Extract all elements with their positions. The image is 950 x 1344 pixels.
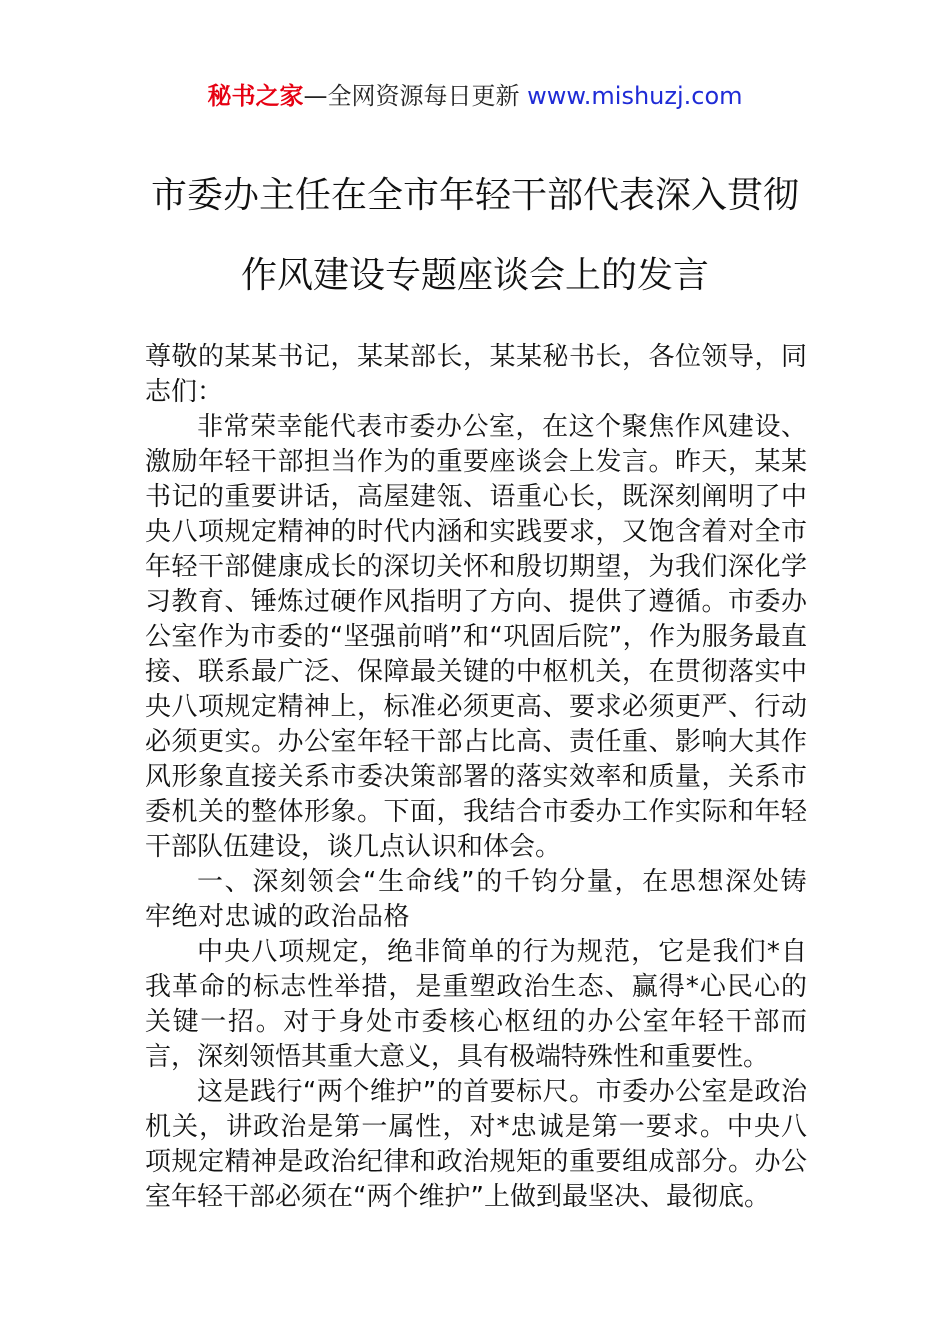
document-body xyxy=(145,340,807,1215)
section-heading-1: 一、深刻领会“生命线”的千钧分量，在思想深处铸牢绝对忠诚的政治品格 xyxy=(145,867,807,932)
paragraph-3: 这是践行“两个维护”的首要标尺。市委办公室是政治机关，讲政治是第一属性，对*忠诚是第一要求。中央八项规定精神是政治纪律和政治规矩的重要组成部分。办公室年轻干部必须在“两个维护”上做到最坚决、最彻底。 xyxy=(145,1077,807,1212)
site-url-link[interactable]: www.mishuzj.com xyxy=(527,82,743,110)
title-line-1: 市委办主任在全市年轻干部代表深入贯彻 xyxy=(150,175,799,216)
site-header xyxy=(0,78,950,114)
document-title xyxy=(120,172,830,332)
paragraph-2: 中央八项规定，绝非简单的行为规范，它是我们*自我革命的标志性举措，是重塑政治生态、赢得*心民心的关键一招。对于身处市委核心枢纽的办公室年轻干部而言，深刻领悟其重大意义，具有极端特殊性和重要性。 xyxy=(145,937,807,1072)
site-tagline: —全网资源每日更新 xyxy=(303,82,520,110)
paragraph-intro: 非常荣幸能代表市委办公室，在这个聚焦作风建设、激励年轻干部担当作为的重要座谈会上发言。昨天，某某书记的重要讲话，高屋建瓴、语重心长，既深刻阐明了中央八项规定精神的时代内涵和实践要求，又饱含着对全市年轻干部健康成长的深切关怀和殷切期望，为我们深化学习教育、锤炼过硬作风指明了方向、提供了遵循。市委办公室作为市委的“坚强前哨”和“巩固后院”，作为服务最直接、联系最广泛、保障最关键的中枢机关，在贯彻落实中央八项规定精神上，标准必须更高、要求必须更严、行动必须更实。办公室年轻干部占比高、责任重、影响大其作风形象直接关系市委决策部署的落实效率和质量，关系市委机关的整体形象。下面，我结合市委办工作实际和年轻干部队伍建设，谈几点认识和体会。 xyxy=(145,412,807,862)
site-brand: 秘书之家 xyxy=(207,82,304,110)
title-line-2: 作风建设专题座谈会上的发言 xyxy=(240,255,709,296)
salutation: 尊敬的某某书记，某某部长，某某秘书长，各位领导，同志们： xyxy=(145,342,807,407)
